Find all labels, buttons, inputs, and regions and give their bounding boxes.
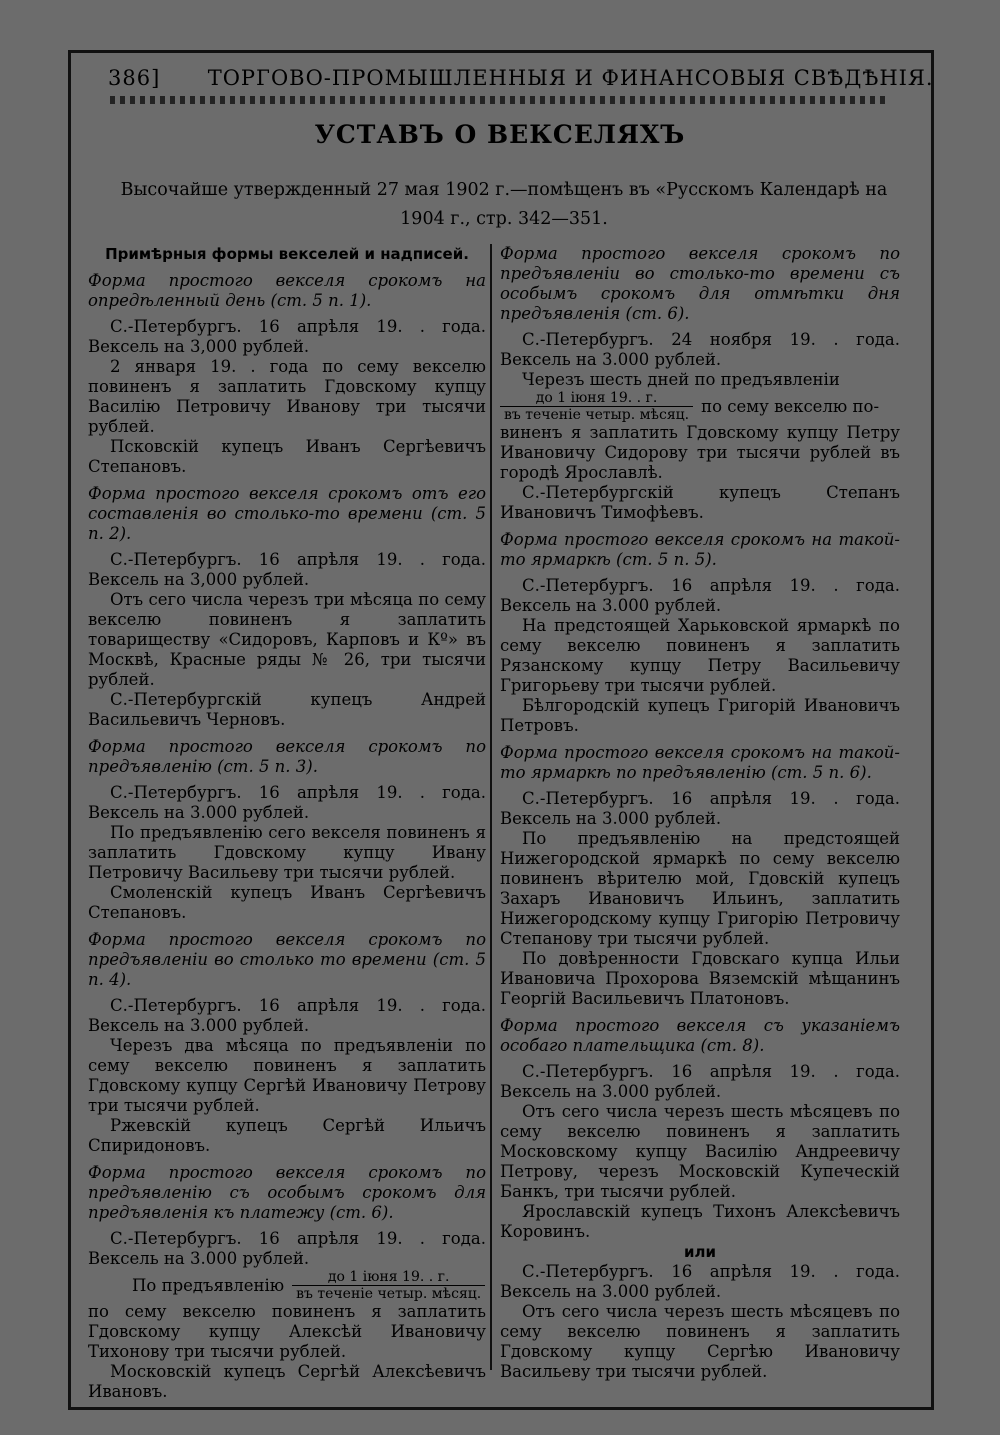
- form-text: С.-Петербургъ. 16 апрѣля 19. . года. Вексель на 3.000 рублей.: [500, 576, 900, 615]
- form-heading: Форма простого векселя срокомъ отъ его составленія во столько-то времени (ст. 5 п. 2).: [88, 484, 486, 543]
- running-header: [108, 66, 934, 90]
- form-text: С.-Петербургъ. 24 ноября 19. . года. Вексель на 3.000 рублей.: [500, 330, 900, 369]
- page-number: 386]: [108, 66, 161, 90]
- fraction-clause: [88, 1269, 486, 1302]
- running-title: ТОРГОВО-ПРОМЫШЛЕННЫЯ И ФИНАНСОВЫЯ СВѢДѢНІЯ.: [207, 66, 934, 90]
- column-divider: [490, 244, 492, 1370]
- form-heading: Форма простого векселя срокомъ на такой-то ярмаркѣ (ст. 5 п. 5).: [500, 530, 900, 569]
- section-heading: Примѣрныя формы векселей и надписей.: [105, 245, 469, 263]
- fraction-clause: [500, 390, 900, 423]
- document-subtitle: [104, 176, 904, 234]
- fraction-top: до 1 іюня 19. . г.: [292, 1269, 485, 1286]
- form-signature: Московскій купецъ Сергѣй Алексѣевичъ Ивановъ.: [88, 1362, 486, 1401]
- form-text: По предъявленію сего векселя повиненъ я заплатить Гдовскому купцу Ивану Петровичу Васильеву три тысячи рублей.: [88, 823, 486, 882]
- form-text: С.-Петербургъ. 16 апрѣля 19. . года. Вексель на 3.000 рублей.: [500, 789, 900, 828]
- right-column: [500, 244, 900, 1382]
- form-signature: С.-Петербургскій купецъ Степанъ Ивановичъ Тимофѣевъ.: [500, 483, 900, 522]
- fraction-tail: по сему векселю по-: [701, 396, 880, 416]
- form-text: 2 января 19. . года по сему векселю повиненъ я заплатить Гдовскому купцу Василію Петровичу Иванову три тысячи рублей.: [88, 357, 486, 436]
- form-heading: Форма простого векселя срокомъ по предъявленіи во столько то времени (ст. 5 п. 4).: [88, 930, 486, 989]
- form-text: С.-Петербургъ. 16 апрѣля 19. . года. Вексель на 3,000 рублей.: [88, 317, 486, 356]
- form-heading: Форма простого векселя съ указаніемъ особаго плательщика (ст. 8).: [500, 1016, 900, 1055]
- form-signature: Ржевскій купецъ Сергѣй Ильичъ Спиридоновъ.: [88, 1116, 486, 1155]
- form-text: С.-Петербургъ. 16 апрѣля 19. . года. Вексель на 3.000 рублей.: [88, 1229, 486, 1268]
- form-text: На предстоящей Харьковской ярмаркѣ по сему векселю повиненъ я заплатить Рязанскому купцу Петру Васильевичу Григорьеву три тысячи рублей.: [500, 616, 900, 695]
- fraction: [500, 390, 693, 423]
- form-signature: По довѣренности Гдовскаго купца Ильи Ивановича Прохорова Вяземскій мѣщанинъ Георгій Васильевичъ Платоновъ.: [500, 949, 900, 1008]
- form-text: Отъ сего числа черезъ шесть мѣсяцевъ по сему векселю повиненъ я заплатить Московскому купцу Василію Андреевичу Петрову, черезъ Московскій Купеческій Банкъ, три тысячи рублей.: [500, 1102, 900, 1201]
- form-text: Отъ сего числа черезъ три мѣсяца по сему векселю повиненъ я заплатить товариществу «Сидоровъ, Карповъ и Кº» въ Москвѣ, Красные ряды № 26, три тысячи рублей.: [88, 590, 486, 689]
- form-text: С.-Петербургъ. 16 апрѣля 19. . года. Вексель на 3.000 рублей.: [500, 1262, 900, 1301]
- subtitle-line-1: Высочайше утвержденный 27 мая 1902 г.—помѣщенъ въ «Русскомъ Календарѣ на: [120, 180, 888, 200]
- left-column: [88, 244, 486, 1402]
- form-text: Черезъ шесть дней по предъявленіи: [522, 370, 840, 389]
- document-title: УСТАВЪ О ВЕКСЕЛЯХЪ: [314, 120, 686, 149]
- form-heading: Форма простого векселя срокомъ на опредѣленный день (ст. 5 п. 1).: [88, 271, 486, 310]
- form-signature: Ярославскій купецъ Тихонъ Алексѣевичъ Коровинъ.: [500, 1202, 900, 1241]
- fraction-lead: По предъявленію: [132, 1275, 285, 1295]
- or-separator: или: [683, 1243, 716, 1261]
- form-text: С.-Петербургъ. 16 апрѣля 19. . года. Вексель на 3.000 рублей.: [88, 783, 486, 822]
- form-text: С.-Петербургъ. 16 апрѣля 19. . года. Вексель на 3,000 рублей.: [88, 550, 486, 589]
- form-heading: Форма простого векселя срокомъ на такой-то ярмаркѣ по предъявленію (ст. 5 п. 6).: [500, 743, 900, 782]
- form-heading: Форма простого векселя срокомъ по предъявленіи во столько-то времени съ особымъ срокомъ для отмѣтки дня предъявленія (ст. 6).: [500, 244, 900, 323]
- form-text: С.-Петербургъ. 16 апрѣля 19. . года. Вексель на 3.000 рублей.: [88, 996, 486, 1035]
- fraction-top: до 1 іюня 19. . г.: [500, 390, 693, 407]
- form-text: С.-Петербургъ. 16 апрѣля 19. . года. Вексель на 3.000 рублей.: [500, 1062, 900, 1101]
- fraction-bottom: въ теченіе четыр. мѣсяц.: [296, 1286, 482, 1302]
- form-text: виненъ я заплатить Гдовскому купцу Петру Ивановичу Сидорову три тысячи рублей въ городѣ Ярославлѣ.: [500, 423, 900, 482]
- form-heading: Форма простого векселя срокомъ по предъявленію съ особымъ срокомъ для предъявленія къ платежу (ст. 6).: [88, 1163, 486, 1222]
- form-signature: Бѣлгородскій купецъ Григорій Ивановичъ Петровъ.: [500, 696, 900, 735]
- form-signature: С.-Петербургскій купецъ Андрей Васильевичъ Черновъ.: [88, 690, 486, 729]
- form-text: Черезъ два мѣсяца по предъявленіи по сему векселю повиненъ я заплатить Гдовскому купцу Сергѣй Ивановичу Петрову три тысячи рублей.: [88, 1036, 486, 1115]
- fraction: [292, 1269, 485, 1302]
- form-heading: Форма простого векселя срокомъ по предъявленію (ст. 5 п. 3).: [88, 737, 486, 776]
- form-text: Отъ сего числа черезъ шесть мѣсяцевъ по сему векселю повиненъ я заплатить Гдовскому купцу Сергѣю Ивановичу Васильеву три тысячи рублей.: [500, 1302, 900, 1381]
- form-text: По предъявленію на предстоящей Нижегородской ярмаркѣ по сему векселю повиненъ вѣрителю мой, Гдовскій купецъ Захаръ Ивановичъ Ильинъ, заплатить Нижегородскому купцу Григорію Петровичу Степанову три тысячи рублей.: [500, 829, 900, 948]
- form-signature: Смоленскій купецъ Иванъ Сергѣевичъ Степановъ.: [88, 883, 486, 922]
- form-signature: Псковскій купецъ Иванъ Сергѣевичъ Степановъ.: [88, 437, 486, 476]
- ornamental-rule: [110, 96, 890, 104]
- subtitle-line-2: 1904 г., стр. 342—351.: [400, 209, 608, 229]
- form-text: по сему векселю повиненъ я заплатить Гдовскому купцу Алексѣй Ивановичу Тихонову три тысячи рублей.: [88, 1302, 486, 1361]
- fraction-bottom: въ теченіе четыр. мѣсяц.: [504, 407, 690, 423]
